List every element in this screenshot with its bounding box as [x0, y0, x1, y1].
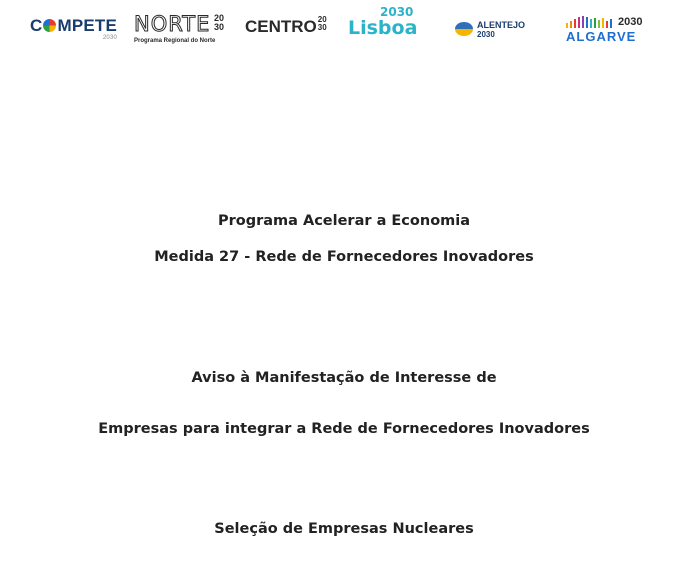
- program-title: Programa Acelerar a Economia: [217, 213, 471, 229]
- compete-logo-text-end: MPETE: [57, 16, 118, 35]
- centro-logo-year-bottom: 30: [317, 23, 327, 32]
- norte-logo: [134, 12, 225, 44]
- alentejo-logo-year: 2030: [477, 30, 495, 39]
- algarve-logo-word: ALGARVE: [566, 29, 637, 44]
- alentejo-logo-sun-icon: [455, 22, 473, 36]
- compete-logo: [30, 16, 118, 41]
- algarve-logo-year: 2030: [618, 16, 643, 28]
- notice-title-line-2: Empresas para integrar a Rede de Fornecedores Inovadores: [98, 421, 590, 437]
- centro-logo-year-top: 20: [317, 15, 327, 24]
- compete-logo-year: 2030: [102, 35, 118, 41]
- centro-logo: [245, 16, 330, 37]
- measure-title: Medida 27 - Rede de Fornecedores Inovadores: [154, 249, 534, 265]
- partner-logos-bar: [0, 0, 688, 56]
- norte-logo-year-top: 20: [214, 13, 225, 23]
- algarve-logo-bars-icon: [566, 16, 616, 28]
- norte-logo-word: NORTE: [134, 12, 211, 36]
- lisboa-logo-word: Lisboa: [348, 17, 418, 39]
- centro-logo-year: [318, 16, 330, 32]
- notice-title-line-1: Aviso à Manifestação de Interesse de: [191, 370, 497, 386]
- compete-logo-text-start: C: [30, 16, 43, 35]
- centro-logo-word: CENTRO: [245, 17, 317, 36]
- alentejo-logo-word: ALENTEJO: [477, 20, 526, 30]
- norte-logo-subtitle: Programa Regional do Norte: [134, 38, 216, 44]
- selection-title: Seleção de Empresas Nucleares: [214, 521, 474, 537]
- norte-logo-year-bottom: 30: [214, 22, 225, 32]
- lisboa-logo-year: 2030: [380, 5, 414, 19]
- norte-logo-year: [214, 14, 228, 32]
- lisboa-logo: [348, 5, 418, 39]
- compete-logo-circle-icon: [43, 19, 56, 32]
